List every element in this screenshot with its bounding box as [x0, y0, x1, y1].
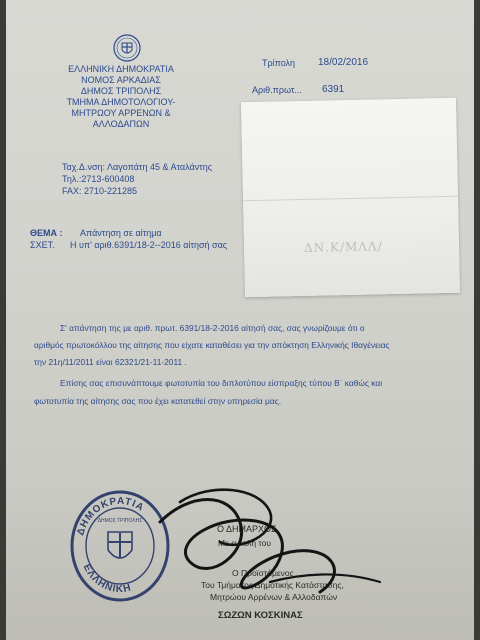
place-label: Τρίπολη [262, 58, 296, 68]
seal-inner-text: ΔΗΜΟΣ ΤΡΙΠΟΛΗΣ [97, 518, 143, 524]
sxet-label: ΣΧΕΤ. [30, 240, 55, 250]
body-paragraph-2-line-1: Επίσης σας επισυνάπτουμε φωτοτυπία του διπλοτύπου είσπραξης τύπου Β΄ καθώς και [60, 378, 383, 388]
header-line-1: ΕΛΛΗΝΙΚΗ ΔΗΜΟΚΡΑΤΙΑ [68, 64, 174, 74]
thema-text: Απάντηση σε αίτημα [80, 228, 162, 238]
protocol-label: Αριθ.πρωτ... [252, 85, 302, 95]
seal-ring-bottom: ΕΛΛΗΝΙΚΗ [80, 562, 133, 596]
body-paragraph-2-line-2: φωτοτυπία της αίτησης σας που έχει κατατεθεί στην υπηρεσία μας. [34, 396, 282, 406]
header-line-2: ΝΟΜΟΣ ΑΡΚΑΔΙΑΣ [81, 75, 161, 85]
seal-ring-top: ΔΗΜΟΚΡΑΤΙΑ [75, 495, 147, 537]
header-line-3: ΔΗΜΟΣ ΤΡΙΠΟΛΗΣ [80, 86, 162, 96]
svg-text:ΕΛΛΗΝΙΚΗ [81, 562, 133, 595]
note-fold-line [243, 196, 458, 202]
protocol-number: 6391 [322, 84, 345, 95]
handwritten-signature [150, 482, 390, 632]
signature-title-2: Του Τμήματος Δημοτικής Κατάστασης, [201, 580, 344, 590]
sxet-text: Η υπ' αριθ.6391/18-2--2016 αίτησή σας [70, 240, 228, 250]
header-line-4: ΤΜΗΜΑ ΔΗΜΟΤΟΛΟΓΙΟΥ- [66, 97, 176, 107]
note-scribble: ΔΝ.Κ/ΜΛΛ/ [303, 239, 383, 255]
signature-role: Ο ΔΗΜΑΡΧΟΣ [217, 524, 277, 534]
body-paragraph-1-line-2: αριθμός πρωτοκόλλου της αίτησης που είχατε καταθέσει για την απόκτηση Ελληνικής Ιθαγένειας [34, 340, 390, 350]
signature-by-order: Με εντολή του [218, 538, 272, 548]
contact-address: Ταχ.Δ.νση: Λαγοπάτη 45 & Αταλάντης [62, 162, 213, 172]
contact-fax: FAX: 2710-221285 [62, 186, 138, 196]
header-line-5: ΜΗΤΡΩΟΥ ΑΡΡΕΝΩΝ & [71, 108, 171, 118]
greek-coat-of-arms-icon [113, 34, 141, 62]
body-paragraph-1-line-1: Σ' απάντηση της με αριθ. πρωτ. 6391/18-2-2016 αίτησή σας, σας γνωρίζουμε ότι ο [60, 323, 365, 333]
signature-title-1: Ο Προϊστάμενος [232, 568, 294, 578]
svg-text:ΔΗΜΟΚΡΑΤΙΑ [75, 496, 146, 537]
sticky-note [241, 98, 460, 297]
header-line-6: ΑΛΛΟΔΑΠΩΝ [92, 119, 150, 129]
contact-phone: Τηλ.:2713-600408 [62, 174, 135, 184]
thema-label: ΘΕΜΑ : [30, 228, 63, 238]
body-paragraph-1-line-3: την 21η/11/2011 είναι 62321/21-11-2011 . [34, 357, 187, 367]
signature-title-3: Μητρώου Αρρένων & Αλλοδαπών [210, 592, 338, 602]
signature-name: ΣΩΖΩΝ ΚΟΣΚΙΝΑΣ [218, 610, 303, 621]
date-value: 18/02/2016 [318, 57, 369, 68]
